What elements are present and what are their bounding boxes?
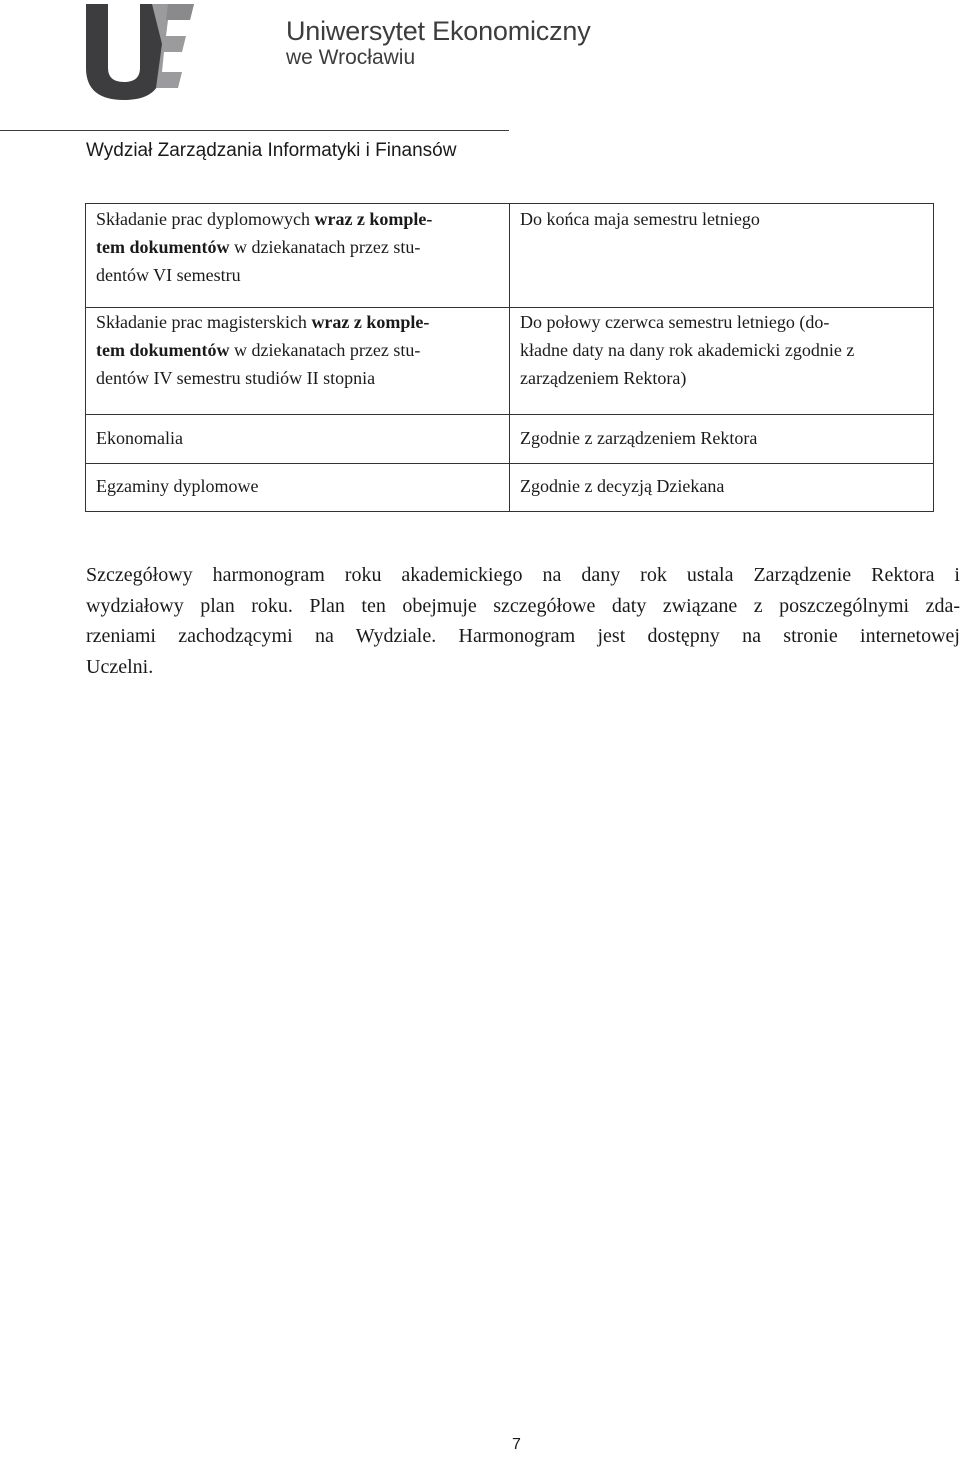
university-logo xyxy=(82,2,591,102)
table-row xyxy=(86,308,934,415)
paragraph-line: rzeniami zachodzącymi na Wydziale. Harmonogram jest dostępny na stronie internetowej xyxy=(86,625,960,647)
cell-text: zarządzeniem Rektora) xyxy=(520,368,687,388)
paragraph-line: Uczelni. xyxy=(86,655,154,678)
faculty-title: Wydział Zarządzania Informatyki i Finansów xyxy=(86,140,457,161)
cell-text: Do końca maja semestru letniego xyxy=(520,209,760,229)
cell-text: kładne daty na dany rok akademicki zgodnie z xyxy=(520,340,855,360)
cell-text: w dziekanatach przez stu- xyxy=(229,237,421,257)
cell-text-bold: tem dokumentów xyxy=(96,237,230,257)
table-cell-event: Egzaminy dyplomowe xyxy=(86,464,510,512)
table-cell-date xyxy=(510,308,934,415)
paragraph-line: Szczegółowy harmonogram roku akademickiego na dany rok ustala Zarządzenie Rektora i xyxy=(86,564,960,586)
ue-logo-icon xyxy=(82,2,282,102)
cell-text: w dziekanatach przez stu- xyxy=(229,340,421,360)
cell-text: dentów VI semestru xyxy=(96,265,241,285)
logo-city-name: we Wrocławiu xyxy=(286,46,416,69)
paragraph-line: wydziałowy plan roku. Plan ten obejmuje szczegółowe daty związane z poszczególnymi zda- xyxy=(86,594,960,617)
header-divider xyxy=(0,130,509,131)
cell-text-bold: wraz z komple- xyxy=(314,209,433,229)
body-paragraph xyxy=(86,560,960,682)
table-cell-date xyxy=(510,204,934,308)
table-row xyxy=(86,415,934,464)
cell-text-bold: wraz z komple- xyxy=(311,312,430,332)
cell-text-bold: tem dokumentów xyxy=(96,340,230,360)
page-number: 7 xyxy=(512,1436,521,1453)
schedule-table xyxy=(85,203,934,512)
cell-text: Do połowy czerwca semestru letniego (do- xyxy=(520,312,830,332)
table-cell-event: Ekonomalia xyxy=(86,415,510,464)
table-cell-date: Zgodnie z decyzją Dziekana xyxy=(510,464,934,512)
cell-text: dentów IV semestru studiów II stopnia xyxy=(96,368,376,388)
table-row xyxy=(86,464,934,512)
table-row xyxy=(86,204,934,308)
cell-text: Składanie prac magisterskich xyxy=(96,312,312,332)
logo-university-name: Uniwersytet Ekonomiczny xyxy=(286,16,591,46)
table-cell-date: Zgodnie z zarządzeniem Rektora xyxy=(510,415,934,464)
cell-text: Składanie prac dyplomowych xyxy=(96,209,315,229)
table-cell-event xyxy=(86,204,510,308)
table-cell-event xyxy=(86,308,510,415)
